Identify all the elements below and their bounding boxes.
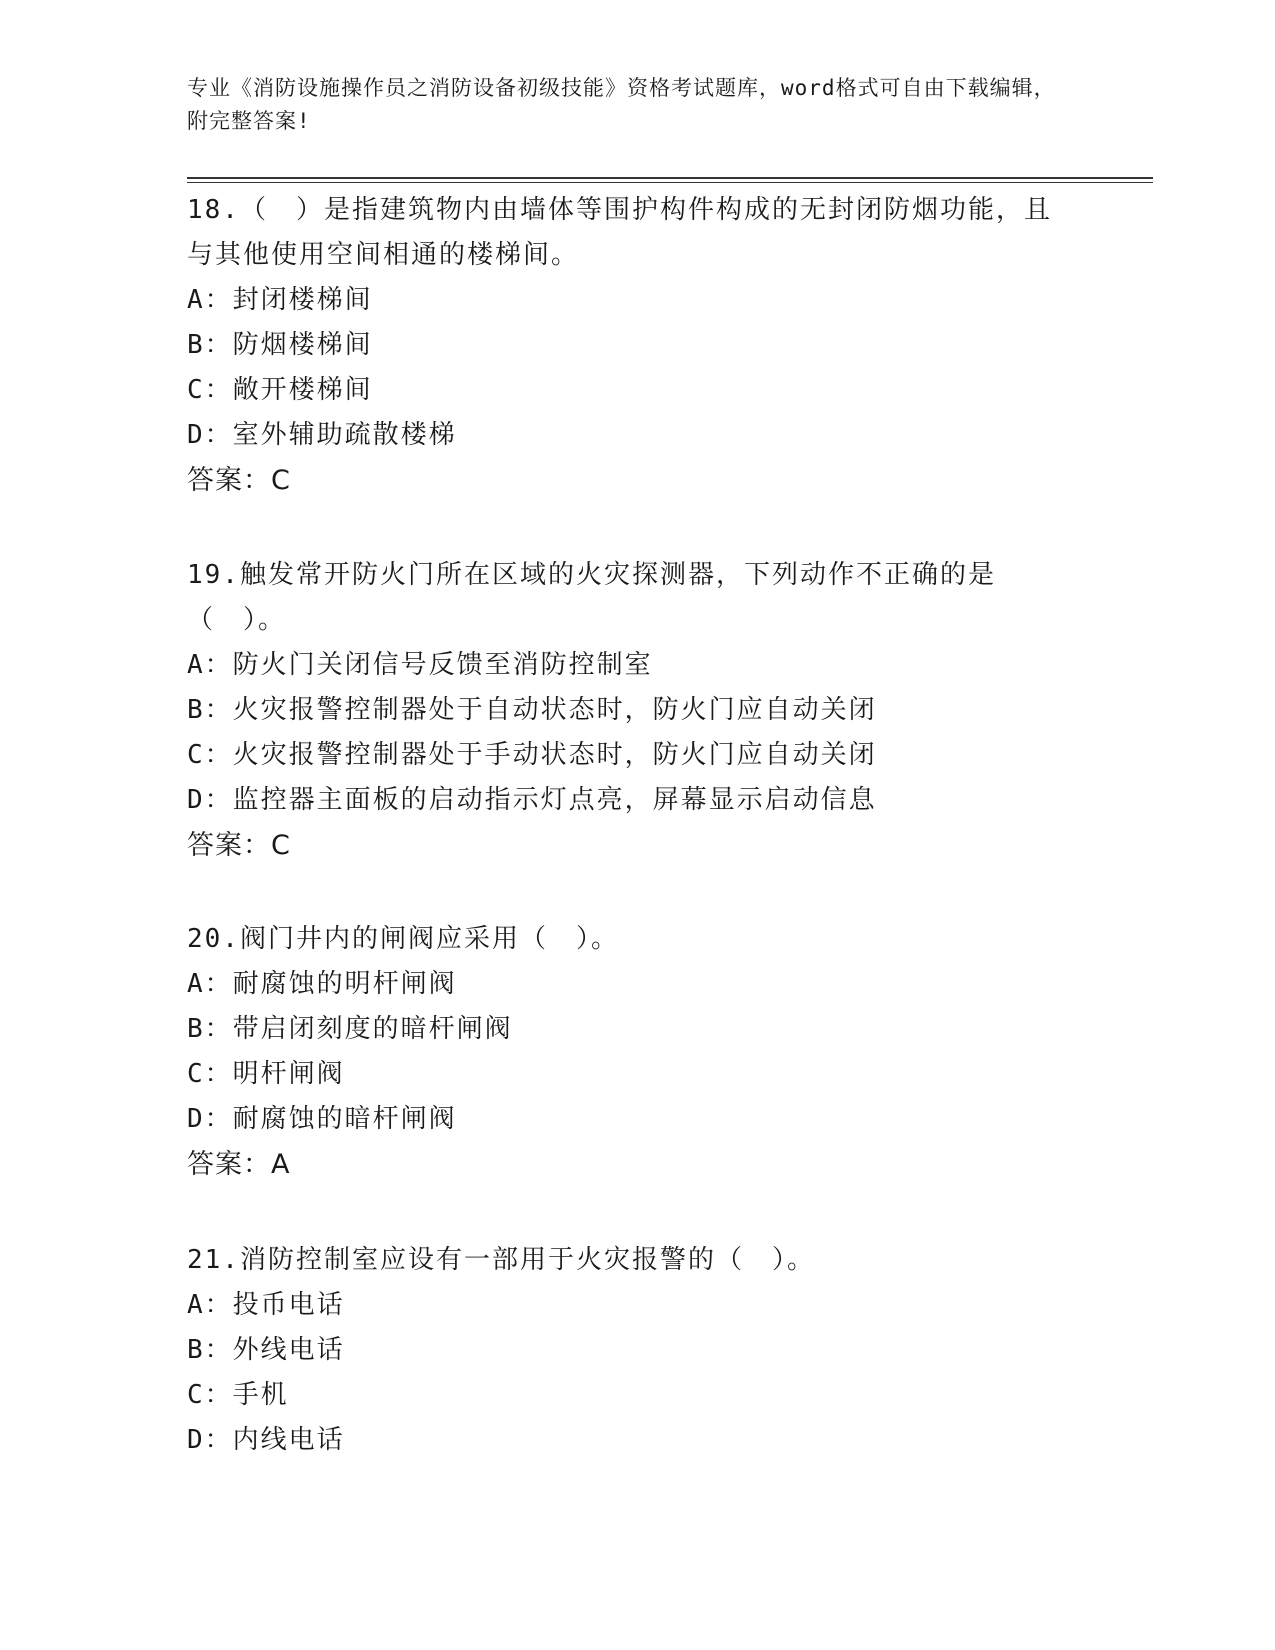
option-c: C：明杆闸阀: [187, 1059, 345, 1089]
option-d: D：监控器主面板的启动指示灯点亮，屏幕显示启动信息: [187, 785, 877, 815]
option-b: B：带启闭刻度的暗杆闸阀: [187, 1014, 513, 1044]
option-c: C：火灾报警控制器处于手动状态时，防火门应自动关闭: [187, 740, 877, 770]
option-d: D：耐腐蚀的暗杆闸阀: [187, 1104, 457, 1134]
header-divider-thin: [187, 182, 1153, 183]
question-19: [187, 553, 1087, 868]
option-d: D：内线电话: [187, 1425, 345, 1455]
option-b: B：防烟楼梯间: [187, 330, 373, 360]
option-a: A：防火门关闭信号反馈至消防控制室: [187, 650, 653, 680]
question-20: [187, 917, 1087, 1187]
answer-label: 答案：C: [187, 830, 291, 861]
option-a: A：投币电话: [187, 1290, 345, 1320]
header-divider-thick: [187, 177, 1153, 179]
option-b: B：火灾报警控制器处于自动状态时，防火门应自动关闭: [187, 695, 877, 725]
option-a: A：封闭楼梯间: [187, 285, 373, 315]
option-c: C：敞开楼梯间: [187, 375, 373, 405]
question-stem: 18.（ ）是指建筑物内由墙体等围护构件构成的无封闭防烟功能，且与其他使用空间相通的楼梯间。: [187, 195, 1052, 270]
question-18: [187, 188, 1087, 503]
answer-label: 答案：A: [187, 1149, 291, 1180]
question-stem: 21.消防控制室应设有一部用于火灾报警的（ ）。: [187, 1245, 815, 1275]
question-stem: 20.阀门井内的闸阀应采用（ ）。: [187, 924, 619, 954]
answer-label: 答案：C: [187, 465, 291, 496]
document-header: 专业《消防设施操作员之消防设备初级技能》资格考试题库，word格式可自由下载编辑，附完整答案!: [187, 76, 1056, 133]
question-stem: 19.触发常开防火门所在区域的火灾探测器，下列动作不正确的是（ ）。: [187, 560, 996, 635]
option-d: D：室外辅助疏散楼梯: [187, 420, 457, 450]
option-a: A：耐腐蚀的明杆闸阀: [187, 969, 457, 999]
option-b: B：外线电话: [187, 1335, 345, 1365]
question-21: [187, 1238, 1087, 1463]
option-c: C：手机: [187, 1380, 289, 1410]
